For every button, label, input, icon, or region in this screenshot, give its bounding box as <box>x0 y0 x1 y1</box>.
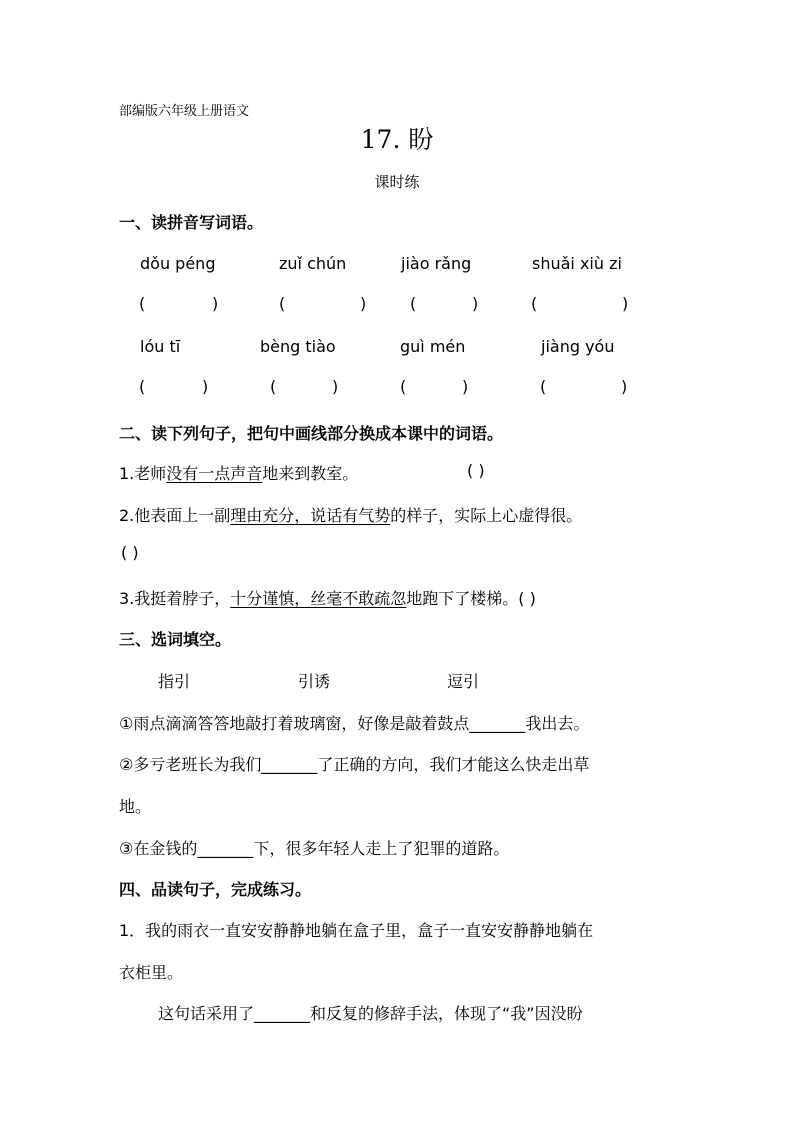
word-option: 逗引 <box>447 672 480 691</box>
fill-blank-2: ②多亏老班长为我们_______了正确的方向，我们才能这么快走出草 <box>119 755 590 774</box>
answer-blank-close: ) <box>472 294 479 313</box>
passage-line-1: 1．我的雨衣一直安安静静地躺在盒子里，盒子一直安安静静地躺在 <box>119 921 594 940</box>
answer-blank-open: ( <box>139 377 146 396</box>
answer-blank-close: ) <box>360 294 367 313</box>
sentence-2 <box>119 503 582 526</box>
fill-blank-3: ③在金钱的_______下，很多年轻人走上了犯罪的道路。 <box>119 839 510 858</box>
pinyin-item: dǒu péng <box>140 254 216 273</box>
word-option: 指引 <box>158 672 191 691</box>
pinyin-item: jiàng yóu <box>541 337 615 356</box>
sentence-3 <box>119 586 536 609</box>
pinyin-item: bèng tiào <box>260 337 336 356</box>
section2-heading: 二、读下列句子，把句中画线部分换成本课中的词语。 <box>119 424 504 443</box>
section4-heading: 四、品读句子，完成练习。 <box>119 880 312 899</box>
pinyin-item: lóu tī <box>140 337 181 356</box>
answer-blank-open: ( <box>279 294 286 313</box>
sentence-1-underlined: 没有一点声音 <box>166 464 263 483</box>
answer-blank-close: ) <box>462 377 469 396</box>
answer-blank-open: ( <box>400 377 407 396</box>
sentence-1 <box>119 461 358 484</box>
passage-line-2: 衣柜里。 <box>119 963 184 982</box>
lesson-title: 17. 盼 <box>360 125 434 154</box>
subject-label: 部编版六年级上册语文 <box>119 104 250 119</box>
sentence-2-suffix: 的样子，实际上心虚得很。 <box>390 506 583 525</box>
answer-blank-open: ( <box>531 294 538 313</box>
pinyin-item: zuǐ chún <box>279 254 347 273</box>
word-option: 引诱 <box>298 672 331 691</box>
question-line: 这句话采用了_______和反复的修辞手法，体现了“我”因没盼 <box>158 1004 583 1023</box>
answer-blank-open: ( <box>270 377 277 396</box>
sentence-3-suffix: 地跑下了楼梯。( ) <box>406 589 536 608</box>
sentence-2-prefix: 2.他表面上一副 <box>119 506 231 525</box>
answer-blank-close: ) <box>622 294 629 313</box>
sentence-1-answer: ( ) <box>467 461 485 480</box>
sentence-1-suffix: 地来到教室。 <box>262 464 359 483</box>
lesson-subtitle: 课时练 <box>374 173 420 191</box>
fill-blank-2-cont: 地。 <box>119 797 152 816</box>
answer-blank-close: ) <box>332 377 339 396</box>
answer-blank-close: ) <box>621 377 628 396</box>
answer-blank-open: ( <box>540 377 547 396</box>
section1-heading: 一、读拼音写词语。 <box>119 213 264 232</box>
sentence-1-prefix: 1.老师 <box>119 464 167 483</box>
answer-blank-close: ) <box>212 294 219 313</box>
fill-blank-1: ①雨点滴滴答答地敲打着玻璃窗，好像是敲着鼓点_______我出去。 <box>119 714 590 733</box>
answer-blank-close: ) <box>202 377 209 396</box>
pinyin-item: guì mén <box>400 337 466 356</box>
sentence-3-prefix: 3.我挺着脖子， <box>119 589 231 608</box>
answer-blank-open: ( <box>410 294 417 313</box>
sentence-2-underlined: 理由充分，说话有气势 <box>230 506 391 525</box>
section3-heading: 三、选词填空。 <box>119 630 232 649</box>
sentence-3-underlined: 十分谨慎，丝毫不敢疏忽 <box>230 589 407 608</box>
pinyin-item: jiào rǎng <box>401 254 472 273</box>
pinyin-item: shuǎi xiù zi <box>532 254 622 273</box>
sentence-2-answer: ( ) <box>121 543 139 562</box>
answer-blank-open: ( <box>139 294 146 313</box>
